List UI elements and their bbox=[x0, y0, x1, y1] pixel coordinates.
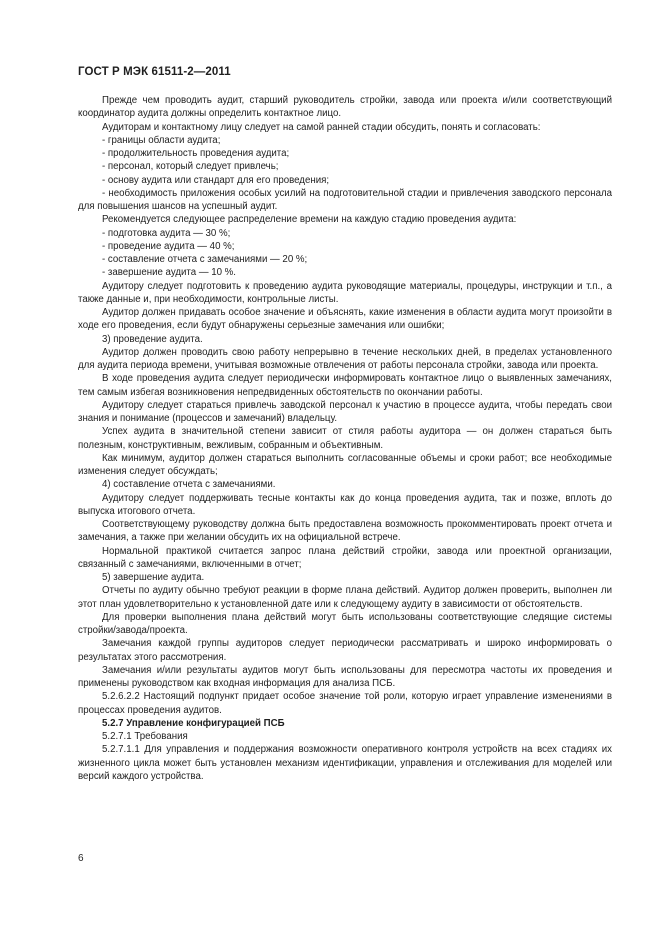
paragraph: Аудитору следует поддерживать тесные контакты как до конца проведения аудита, так и позже, вплоть до выпуска итогового отчета. bbox=[78, 492, 612, 517]
paragraph: - продолжительность проведения аудита; bbox=[102, 148, 290, 159]
paragraph: Успех аудита в значительной степени зависит от стиля работы аудитора — он должен стараться быть полезным, конструктивным, вежливым, собранным и объективным. bbox=[78, 426, 612, 451]
paragraph: - персонал, который следует привлечь; bbox=[102, 161, 279, 173]
paragraph: В ходе проведения аудита следует периодически информировать контактное лицо о выявленных замечаниях, тем самым избегая возникновения непредвиденных обстоятельств по окончании работы. bbox=[78, 373, 612, 398]
paragraph: - границы области аудита; bbox=[102, 134, 221, 146]
paragraph: 5.2.7.1.1 Для управления и поддержания возможности оперативного контроля устройств на всех стадиях их жизненного цикла может быть установлен механизм идентификации, управления и отслеживания для моделей или версий каждого устройства. bbox=[78, 744, 612, 782]
paragraph: Отчеты по аудиту обычно требуют реакции в форме плана действий. Аудитор должен проверить, выполнен ли этот план удовлетворительно к установленной дате или к следующему аудиту в зависимости от обстоятельств. bbox=[78, 585, 612, 610]
paragraph: - составление отчета с замечаниями — 20 %; bbox=[102, 254, 308, 265]
paragraph: - необходимость приложения особых усилий на подготовительной стадии и привлечения заводского персонала для повышения шансов на успешный аудит. bbox=[78, 187, 612, 212]
paragraph: Как минимум, аудитор должен стараться выполнить согласованные объемы и сроки работ; все необходимые изменения следует обсуждать; bbox=[78, 452, 612, 477]
paragraph: Аудитору следует подготовить к проведению аудита руководящие материалы, процедуры, инструкции и т.п., а также данные и, при необходимости, контрольные листы. bbox=[78, 280, 612, 305]
paragraph: 4) составление отчета с замечаниями. bbox=[102, 479, 276, 491]
paragraph: Аудитору следует стараться привлечь заводской персонал к участию в процессе аудита, чтобы передать свои знания и понимание (процессов и замечаний) владельцу. bbox=[78, 399, 612, 424]
document-header: ГОСТ Р МЭК 61511-2—2011 bbox=[78, 66, 231, 78]
paragraph: - подготовка аудита — 30 %; bbox=[102, 227, 231, 239]
paragraph: Соответствующему руководству должна быть предоставлена возможность прокомментировать проект отчета и замечания, а также при желании обсудить их на официальной встрече. bbox=[78, 519, 612, 544]
paragraph: Аудитор должен придавать особое значение и объяснять, какие изменения в области аудита могут произойти в ходе его проведения, если будут обнаружены серьезные замечания или ошибки; bbox=[78, 307, 612, 332]
paragraph: Рекомендуется следующее распределение времени на каждую стадию проведения аудита: bbox=[102, 214, 517, 226]
page-number: 6 bbox=[78, 853, 84, 864]
paragraph: Аудитор должен проводить свою работу непрерывно в течение нескольких дней, в пределах установленного для аудита периода времени, учитывая возможные отвлечения от работы персонала стройки, завода или проекта. bbox=[78, 346, 612, 371]
paragraph: Прежде чем проводить аудит, старший руководитель стройки, завода или проекта и/или соответствующий координатор аудита должны определить контактное лицо. bbox=[78, 95, 612, 120]
paragraph: Аудиторам и контактному лицу следует на самой ранней стадии обсудить, понять и согласовать: bbox=[102, 121, 541, 133]
paragraph: - завершение аудита — 10 %. bbox=[102, 267, 236, 279]
paragraph: - проведение аудита — 40 %; bbox=[102, 240, 235, 252]
paragraph: Нормальной практикой считается запрос плана действий стройки, завода или проектной организации, связанный с замечаниями, включенными в отчет; bbox=[78, 545, 612, 570]
paragraph: Замечания и/или результаты аудитов могут быть использованы для пересмотра частоты их проведения и применены руководством как входная информация для анализа ПСБ. bbox=[78, 664, 612, 689]
paragraph: Замечания каждой группы аудиторов следует периодически рассматривать и широко информировать о результатах этого рассмотрения. bbox=[78, 638, 612, 663]
document-body bbox=[78, 94, 612, 783]
paragraph: 5.2.6.2.2 Настоящий подпункт придает особое значение той роли, которую играет управление изменениями в процессах проведения аудитов. bbox=[78, 691, 612, 716]
section-heading: 5.2.7 Управление конфигурацией ПСБ bbox=[102, 717, 285, 729]
paragraph: Для проверки выполнения плана действий могут быть использованы соответствующие следящие системы стройки/завода/проекта. bbox=[78, 611, 612, 636]
paragraph: 5.2.7.1 Требования bbox=[102, 731, 188, 742]
paragraph: 5) завершение аудита. bbox=[102, 572, 205, 583]
paragraph: 3) проведение аудита. bbox=[102, 333, 203, 345]
paragraph: - основу аудита или стандарт для его проведения; bbox=[102, 174, 330, 186]
